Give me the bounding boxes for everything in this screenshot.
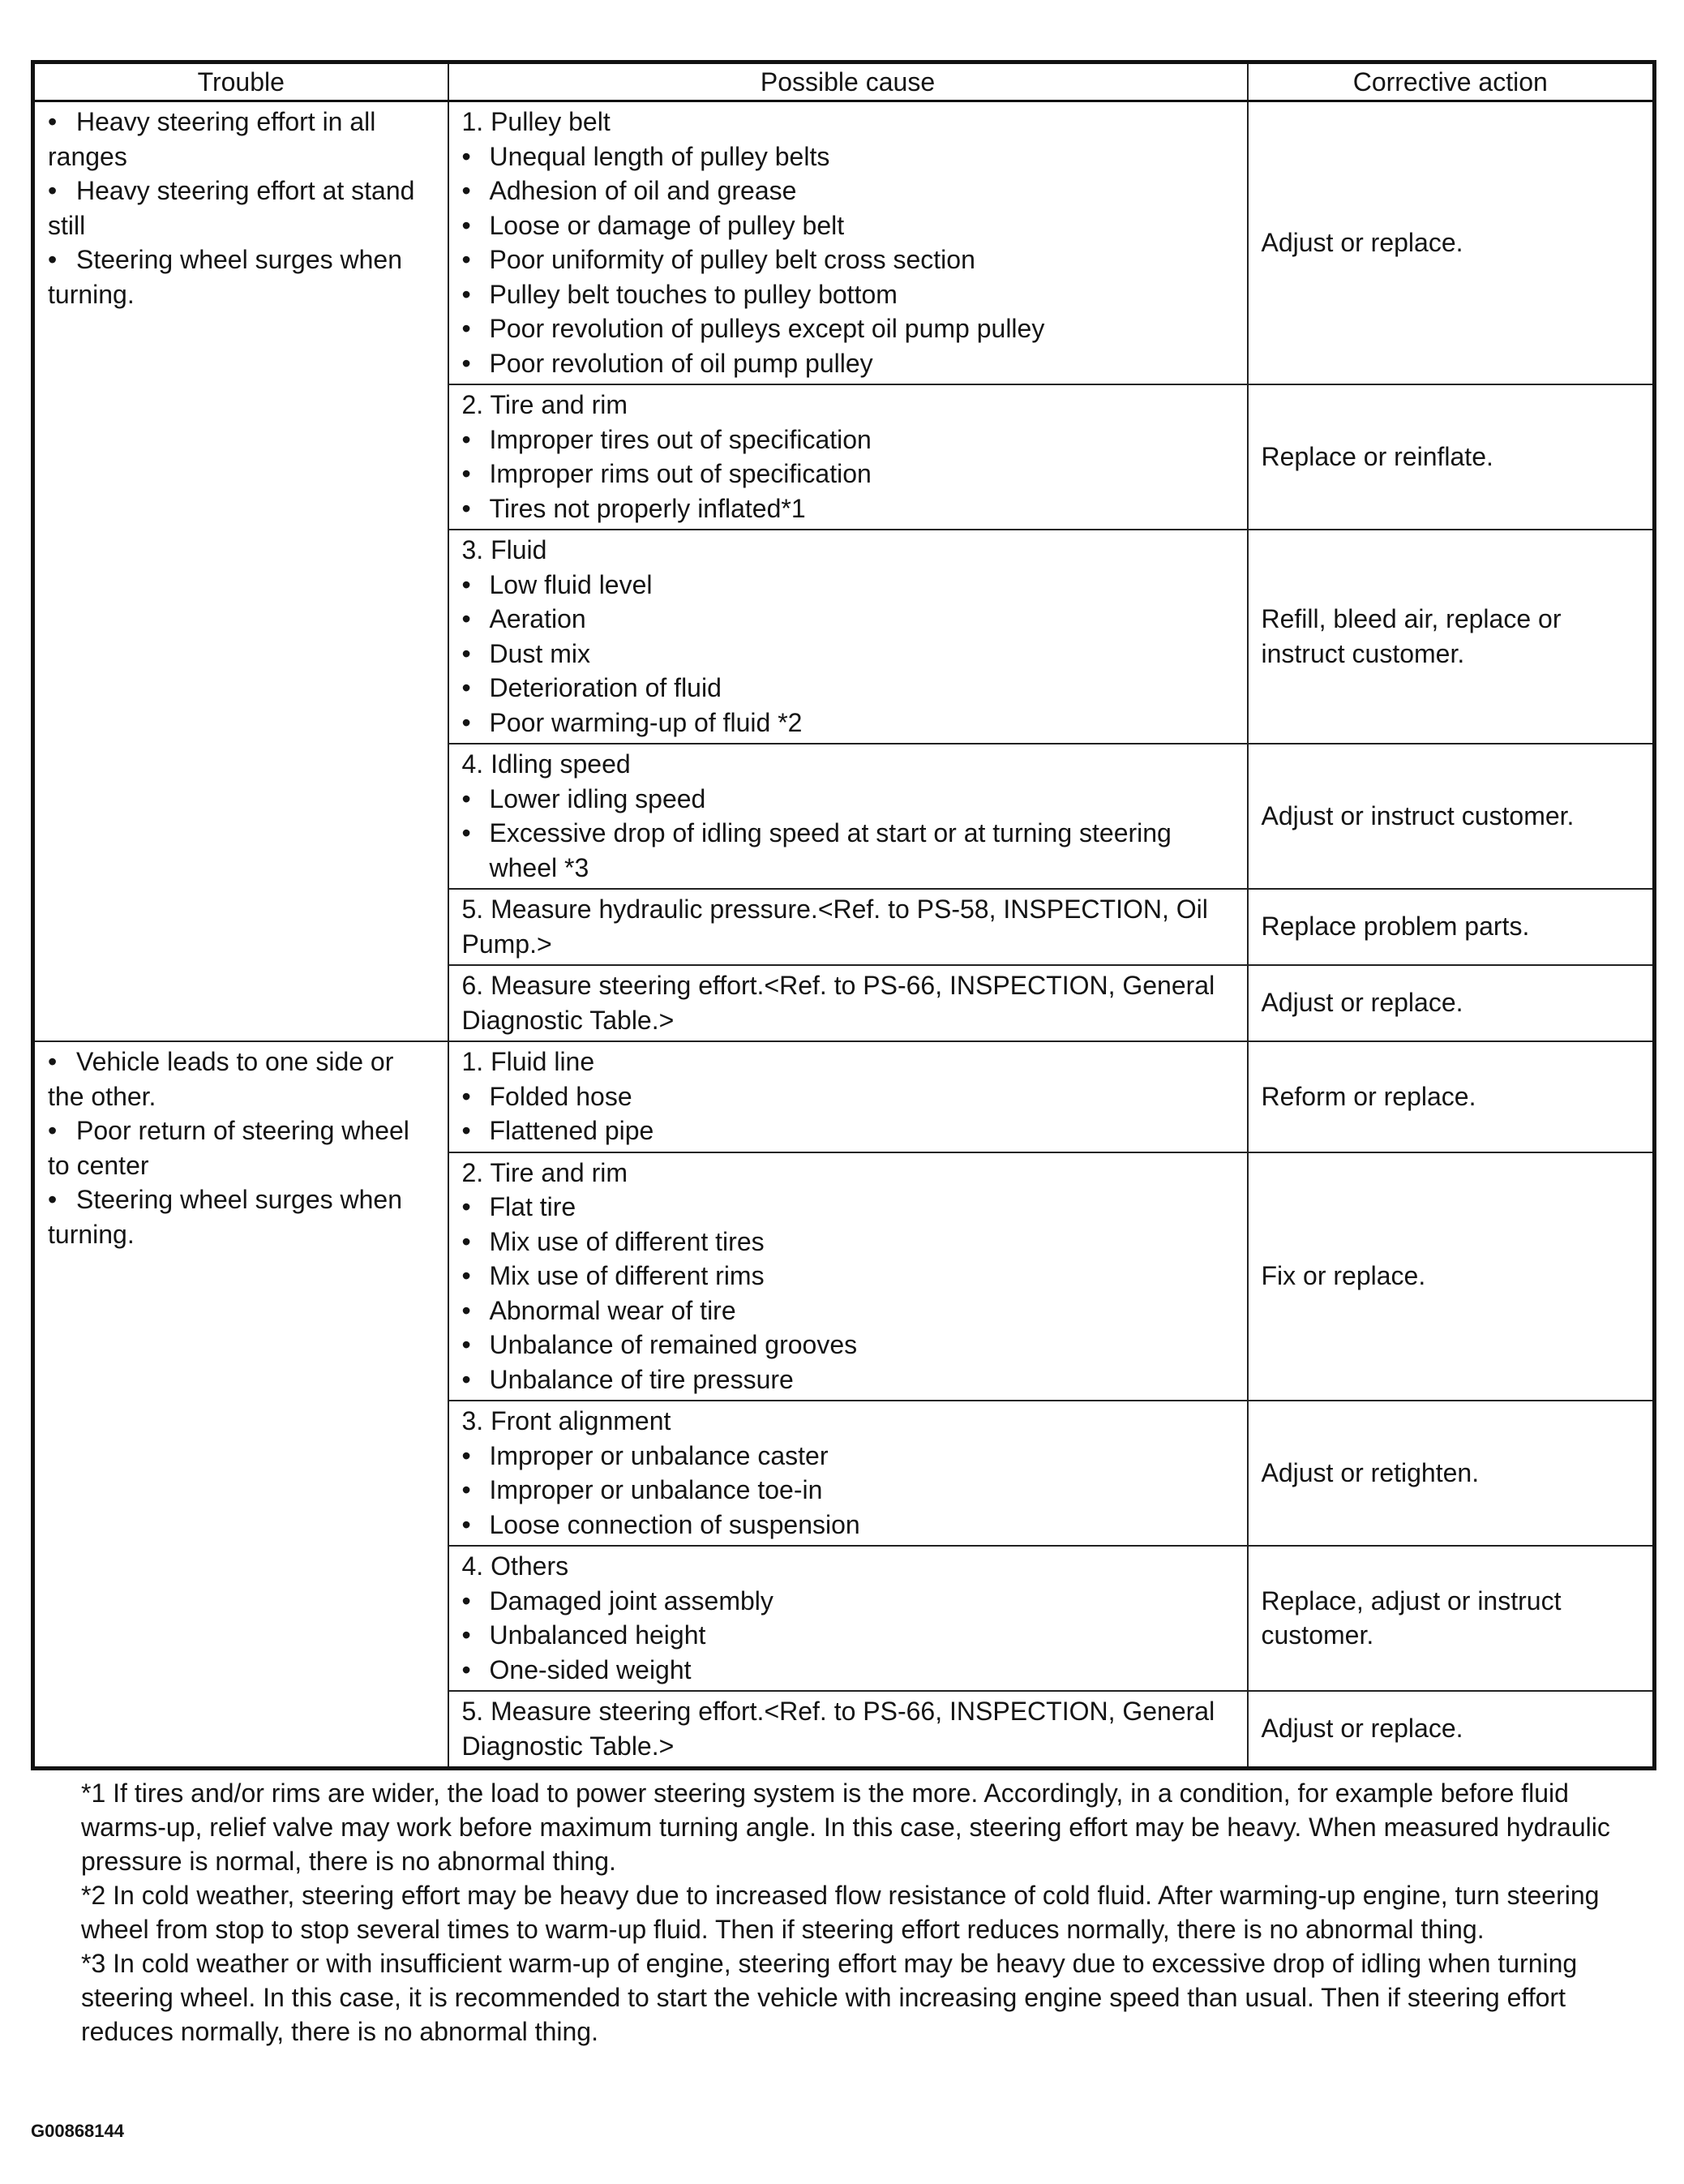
cause-cell: [448, 1152, 1248, 1401]
header-possible-cause: Possible cause: [448, 62, 1248, 101]
cause-item: • Poor uniformity of pulley belt cross section: [462, 242, 1236, 277]
cause-title: 4. Others: [461, 1551, 569, 1581]
cause-item: • Mix use of different rims: [462, 1259, 1236, 1294]
trouble-item: • Steering wheel surges when turning.: [48, 1182, 436, 1251]
cause-title: 2. Tire and rim: [461, 1157, 628, 1187]
trouble-item: • Vehicle leads to one side or the other.: [48, 1045, 436, 1113]
cause-item: • Improper or unbalance toe-in: [462, 1473, 1236, 1508]
table-row: [33, 1041, 1655, 1152]
cause-title: 5. Measure hydraulic pressure.<Ref. to PS-58, INSPECTION, Oil Pump.>: [461, 895, 1208, 959]
cause-item: • Loose or damage of pulley belt: [462, 208, 1236, 243]
cause-item: • Adhesion of oil and grease: [462, 174, 1236, 208]
cause-item: • Unbalance of tire pressure: [462, 1362, 1236, 1397]
cause-item: • Flat tire: [462, 1190, 1236, 1225]
cause-item: • Damaged joint assembly: [462, 1584, 1236, 1619]
cause-cell: [448, 384, 1248, 530]
cause-title: 3. Front alignment: [461, 1406, 671, 1435]
cause-cell: [448, 1401, 1248, 1546]
table-body: [33, 101, 1655, 1769]
cause-item: • Improper rims out of specification: [462, 457, 1236, 491]
corrective-action-cell: Adjust or instruct customer.: [1248, 744, 1655, 889]
cause-item: • Unequal length of pulley belts: [462, 139, 1236, 174]
cause-cell: [448, 101, 1248, 385]
cause-item: • Poor revolution of pulleys except oil pump pulley: [462, 311, 1236, 346]
cause-item: • Lower idling speed: [462, 782, 1236, 817]
cause-title: 3. Fluid: [461, 535, 547, 564]
trouble-item: • Heavy steering effort at stand still: [48, 174, 436, 242]
trouble-cell: [33, 1041, 448, 1769]
figure-code: G00868144: [31, 2121, 124, 2141]
corrective-action-cell: Refill, bleed air, replace or instruct customer.: [1248, 530, 1655, 744]
table-header-row: [33, 62, 1655, 101]
corrective-action-cell: Replace problem parts.: [1248, 889, 1655, 965]
cause-item: • Deterioration of fluid: [462, 671, 1236, 706]
cause-item: • Poor revolution of oil pump pulley: [462, 346, 1236, 381]
corrective-action-cell: Adjust or replace.: [1248, 101, 1655, 385]
trouble-cell: [33, 101, 448, 1042]
trouble-item: • Steering wheel surges when turning.: [48, 242, 436, 311]
trouble-item: • Heavy steering effort in all ranges: [48, 105, 436, 174]
corrective-action-cell: Adjust or replace.: [1248, 965, 1655, 1041]
cause-item: • Loose connection of suspension: [462, 1508, 1236, 1543]
corrective-action-cell: Replace, adjust or instruct customer.: [1248, 1546, 1655, 1691]
cause-title: 6. Measure steering effort.<Ref. to PS-66, INSPECTION, General Diagnostic Table.>: [461, 971, 1215, 1035]
cause-item: • Improper tires out of specification: [462, 423, 1236, 457]
cause-title: 2. Tire and rim: [461, 390, 628, 419]
cause-title: 5. Measure steering effort.<Ref. to PS-66, INSPECTION, General Diagnostic Table.>: [461, 1697, 1215, 1761]
cause-cell: [448, 965, 1248, 1041]
corrective-action-cell: Adjust or retighten.: [1248, 1401, 1655, 1546]
corrective-action-cell: Replace or reinflate.: [1248, 384, 1655, 530]
cause-item: • Unbalance of remained grooves: [462, 1328, 1236, 1362]
cause-item: • Tires not properly inflated*1: [462, 491, 1236, 526]
cause-item: • Aeration: [462, 602, 1236, 637]
cause-item: • Abnormal wear of tire: [462, 1294, 1236, 1328]
cause-item: • Improper or unbalance caster: [462, 1439, 1236, 1474]
corrective-action-cell: Reform or replace.: [1248, 1041, 1655, 1152]
footnote: *1 If tires and/or rims are wider, the load to power steering system is the more. Accordingly, in a condition, for example before fluid warms-up, relief valve may work before maximum turning angle. In this case, steering effort may be heavy. When measured hydraulic pressure is normal, there is no abnormal thing.: [81, 1779, 1610, 1876]
header-corrective-action: Corrective action: [1248, 62, 1655, 101]
cause-cell: [448, 1691, 1248, 1769]
cause-item: • Excessive drop of idling speed at start or at turning steering wheel *3: [462, 816, 1236, 885]
cause-item: • Flattened pipe: [462, 1113, 1236, 1148]
cause-item: • Poor warming-up of fluid *2: [462, 706, 1236, 740]
cause-item: • Mix use of different tires: [462, 1225, 1236, 1259]
cause-cell: [448, 1041, 1248, 1152]
header-trouble: Trouble: [33, 62, 448, 101]
cause-cell: [448, 889, 1248, 965]
cause-item: • Pulley belt touches to pulley bottom: [462, 277, 1236, 312]
table-row: [33, 101, 1655, 385]
trouble-item: • Poor return of steering wheel to center: [48, 1113, 436, 1182]
cause-cell: [448, 744, 1248, 889]
footnote: *2 In cold weather, steering effort may be heavy due to increased flow resistance of cold fluid. After warming-up engine, turn steering wheel from stop to stop several times to warm-up fluid. Then if steering effort reduces normally, there is no abnormal thing.: [81, 1881, 1600, 1944]
cause-item: • One-sided weight: [462, 1653, 1236, 1688]
cause-item: • Folded hose: [462, 1079, 1236, 1114]
corrective-action-cell: Fix or replace.: [1248, 1152, 1655, 1401]
cause-title: 4. Idling speed: [461, 749, 631, 779]
cause-title: 1. Pulley belt: [461, 107, 611, 136]
cause-title: 1. Fluid line: [461, 1047, 595, 1076]
cause-cell: [448, 530, 1248, 744]
footnotes: [81, 1776, 1654, 2049]
cause-item: • Dust mix: [462, 637, 1236, 672]
corrective-action-cell: Adjust or replace.: [1248, 1691, 1655, 1769]
cause-item: • Unbalanced height: [462, 1618, 1236, 1653]
cause-item: • Low fluid level: [462, 568, 1236, 603]
footnote: *3 In cold weather or with insufficient warm-up of engine, steering effort may be heavy due to excessive drop of idling when turning steering wheel. In this case, it is recommended to start the vehicle with increasing engine speed than usual. Then if steering effort reduces normally, there is no abnormal thing.: [81, 1949, 1578, 2046]
diagnostic-table: [31, 60, 1656, 1770]
cause-cell: [448, 1546, 1248, 1691]
